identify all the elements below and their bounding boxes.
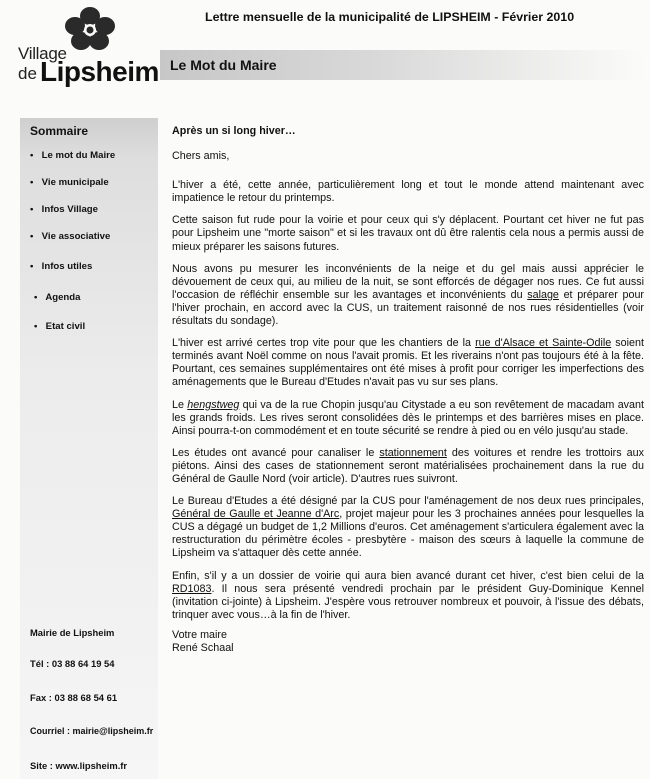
- menu-item-label: Infos utiles: [41, 261, 93, 272]
- menu-item-infos-utiles[interactable]: [30, 261, 92, 272]
- rd1083-link[interactable]: RD1083: [172, 582, 212, 595]
- article-paragraph: [172, 337, 644, 389]
- newsletter-title: Lettre mensuelle de la municipalité de LIPSHEIM - Février 2010: [205, 10, 575, 24]
- sidebar-title: Sommaire: [30, 124, 89, 138]
- sidebar: [20, 118, 158, 779]
- logo-de-text: de: [18, 64, 37, 83]
- menu-item-label: Etat civil: [45, 321, 86, 332]
- paragraph-text: qui va de la rue Chopin jusqu'au Citystade a eu son revêtement de macadam avant les grands froids. Les rives seront consolidées dès le printemps et des barrières mises en place. Ainsi pourra-t-on commodément et en toute sécurité se rendre à pied ou en vélo jusqu'au stade.: [172, 398, 644, 437]
- signature: [172, 629, 644, 655]
- paragraph-text: des voitures et rendre les trottoirs aux piétons. Ainsi des cases de stationnement seront matérialisées prochainement dans la rue du Général de Gaulle Nord (voir article). D'autres rues suivront.: [172, 446, 644, 485]
- bullet-icon: •: [30, 231, 34, 242]
- contact-website[interactable]: Site : www.lipsheim.fr: [30, 760, 128, 771]
- paragraph-text: soient terminés avant Noël comme on nous l'avait promis. Et les riverains n'ont pas toujours été à la fête. Pourtant, ces semaines supplémentaires ont été mises à profit pour corriger les imperfections des aménagements que le Bureau d'Etudes n'avait pas vu sur ses plans.: [172, 337, 644, 389]
- bullet-icon: •: [30, 204, 34, 215]
- village-logo: [8, 6, 166, 92]
- menu-item-agenda[interactable]: [34, 292, 81, 303]
- article-paragraph: [172, 495, 644, 560]
- menu-item-label: Infos Village: [41, 204, 99, 215]
- article-paragraph: [172, 570, 644, 622]
- signature-name: René Schaal: [172, 642, 234, 654]
- logo-village-text: Village: [18, 44, 67, 63]
- article-paragraph: Cette saison fut rude pour la voirie et pour ceux qui s'y déplacent. Pourtant cet hiver ne fut pas pour Lipsheim une "morte saison" et si les travaux ont dû être ralentis cela nous a permis aussi de mieux préparer les saisons futures.: [172, 214, 644, 253]
- paragraph-text: Le Bureau d'Etudes a été désigné par la CUS pour l'aménagement de nos deux rues principales,: [172, 495, 644, 508]
- section-banner: [160, 50, 645, 80]
- rue-alsace-link[interactable]: rue d'Alsace et Sainte-Odile: [475, 337, 612, 350]
- signature-title: Votre maire: [172, 628, 227, 641]
- article-heading: Après un si long hiver…: [172, 125, 296, 137]
- menu-item-mot-du-maire[interactable]: [30, 150, 115, 161]
- bullet-icon: •: [30, 261, 34, 272]
- paragraph-text: Le: [172, 398, 188, 411]
- paragraph-text: Les études ont avancé pour canaliser le: [172, 446, 380, 459]
- menu-item-label: Agenda: [45, 292, 81, 303]
- article-paragraph: L'hiver a été, cette année, particulièrement long et tout le monde attend maintenant avec impatience le retour du printemps.: [172, 179, 644, 205]
- menu-item-vie-municipale[interactable]: [30, 177, 109, 188]
- menu-item-label: Vie municipale: [41, 177, 109, 188]
- hengstweg-link[interactable]: hengstweg: [187, 398, 240, 411]
- flower-logo-icon: [60, 6, 120, 52]
- bullet-icon: •: [30, 150, 34, 161]
- paragraph-text: . Il nous sera présenté vendredi prochain par le président Guy-Dominique Kennel (invitation ci-jointe) à Lipsheim. J'espère vous retrouver nombreux et pouvoir, à l'issue des débats, trinquer avec vous…à la fin de l'hiver.: [172, 582, 644, 621]
- contact-tel: Tél : 03 88 64 19 54: [30, 658, 115, 669]
- article: [172, 125, 644, 655]
- logo-name-text: Lipsheim: [40, 56, 159, 87]
- menu-item-label: Le mot du Maire: [41, 150, 116, 161]
- contact-name: Mairie de Lipsheim: [30, 627, 115, 638]
- paragraph-text: et préparer pour l'hiver prochain, en accord avec la CUS, un traitement raisonné de nos rues résidentielles (voir résultats du sondage).: [172, 288, 644, 328]
- menu-item-vie-associative[interactable]: [30, 231, 110, 242]
- bullet-icon: •: [30, 177, 34, 188]
- paragraph-text: , projet majeur pour les 3 prochaines années pour lesquelles la CUS a dégagé un budget de 1,2 Millions d'euros. Cet aménagement s'articulera également avec la restructuration du périmètre écoles - presbytère - maison des sœurs à laquelle la commune de Lipsheim va s'attaquer dès cette année.: [172, 508, 644, 560]
- paragraph-text: L'hiver est arrivé certes trop vite pour que les chantiers de la: [172, 337, 476, 350]
- paragraph-text: Enfin, s'il y a un dossier de voirie qui aura bien avancé durant cet hiver, c'est bien celui de la: [172, 569, 644, 582]
- paragraph-text: Nous avons pu mesurer les inconvénients de la neige et du gel mais aussi apprécier le dévouement de ceux qui, au milieu de la nuit, se sont efforcés de dégager nos rues. Ce fut aussi l'occasion de réfléchir ensemble sur les avantages et inconvénients du: [172, 262, 644, 301]
- general-de-gaulle-link[interactable]: Général de Gaulle et Jeanne d'Arc: [172, 508, 340, 521]
- salage-link[interactable]: salage: [527, 288, 559, 301]
- menu-item-infos-village[interactable]: [30, 204, 98, 215]
- bullet-icon: •: [34, 292, 38, 303]
- contact-fax: Fax : 03 88 68 54 61: [30, 692, 118, 703]
- article-paragraph: [172, 447, 644, 486]
- menu-item-label: Vie associative: [41, 231, 111, 242]
- stationnement-link[interactable]: stationnement: [379, 446, 447, 459]
- article-paragraph: [172, 399, 644, 438]
- article-greeting: Chers amis,: [172, 150, 230, 163]
- bullet-icon: •: [34, 321, 38, 332]
- article-paragraph: [172, 263, 644, 328]
- menu-item-etat-civil[interactable]: [34, 321, 85, 332]
- contact-email[interactable]: Courriel : mairie@lipsheim.fr: [30, 726, 154, 736]
- section-title: Le Mot du Maire: [170, 57, 277, 73]
